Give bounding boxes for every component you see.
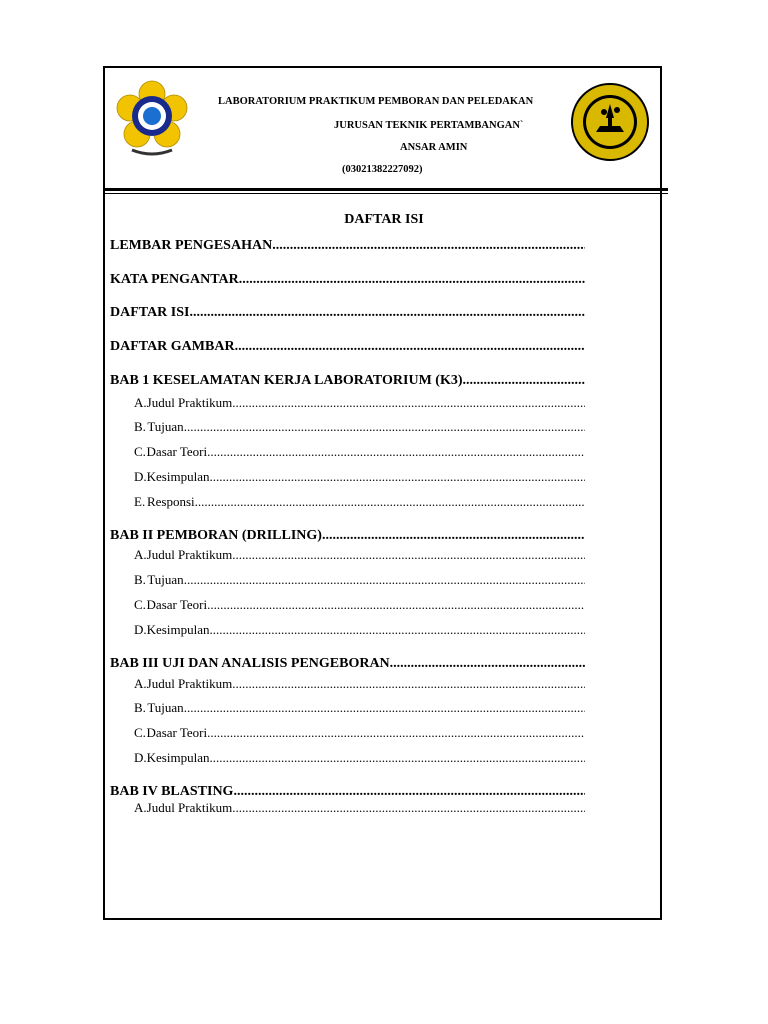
toc-entry-lembar-pengesahan[interactable]: LEMBAR PENGESAHAN ..... [110, 238, 585, 254]
toc-subentry[interactable]: E. Responsi ..... [134, 494, 585, 510]
blasting-lab-seal-icon [570, 82, 650, 162]
toc-subentry[interactable]: B. Tujuan ..... [134, 572, 585, 588]
university-emblem-icon [112, 78, 192, 158]
toc-subentry[interactable]: D. Kesimpulan ..... [134, 622, 585, 638]
toc-subentry[interactable]: B. Tujuan ..... [134, 419, 585, 435]
toc-subentry[interactable]: C. Dasar Teori ..... [134, 444, 585, 460]
toc-subentry[interactable]: A. Judul Praktikum ..... [134, 676, 585, 692]
toc-entry-bab-4[interactable]: BAB IV BLASTING ..... [110, 784, 585, 800]
toc-entry-daftar-isi[interactable]: DAFTAR ISI ..... [110, 305, 585, 321]
toc-subentry[interactable]: A. Judul Praktikum ..... [134, 395, 585, 411]
toc-entry-bab-3[interactable]: BAB III UJI DAN ANALISIS PENGEBORAN ..... [110, 656, 585, 672]
toc-subentry[interactable]: C. Dasar Teori ..... [134, 597, 585, 613]
toc-subentry[interactable]: D. Kesimpulan ..... [134, 750, 585, 766]
department-name: JURUSAN TEKNIK PERTAMBANGAN` [334, 120, 524, 131]
toc-entry-bab-2[interactable]: BAB II PEMBORAN (DRILLING) ..... [110, 528, 585, 544]
student-name: ANSAR AMIN [400, 142, 468, 153]
toc-entry-daftar-gambar[interactable]: DAFTAR GAMBAR ..... [110, 339, 585, 355]
toc-title: DAFTAR ISI [344, 212, 424, 227]
toc-subentry[interactable]: D. Kesimpulan ..... [134, 469, 585, 485]
lab-name: LABORATORIUM PRAKTIKUM PEMBORAN DAN PELEDAKAN [218, 96, 534, 107]
header-divider [103, 188, 668, 191]
toc-subentry[interactable]: C. Dasar Teori ..... [134, 725, 585, 741]
toc-subentry[interactable]: B. Tujuan ..... [134, 700, 585, 716]
header-divider-thin [103, 193, 668, 194]
toc-entry-bab-1[interactable]: BAB 1 KESELAMATAN KERJA LABORATORIUM (K3) ..... [110, 373, 585, 389]
toc-entry-kata-pengantar[interactable]: KATA PENGANTAR ..... [110, 272, 585, 288]
student-id: (03021382227092) [342, 164, 423, 175]
toc-subentry[interactable]: A. Judul Praktikum ..... [134, 547, 585, 563]
toc-subentry[interactable]: A. Judul Praktikum ..... [134, 800, 585, 816]
